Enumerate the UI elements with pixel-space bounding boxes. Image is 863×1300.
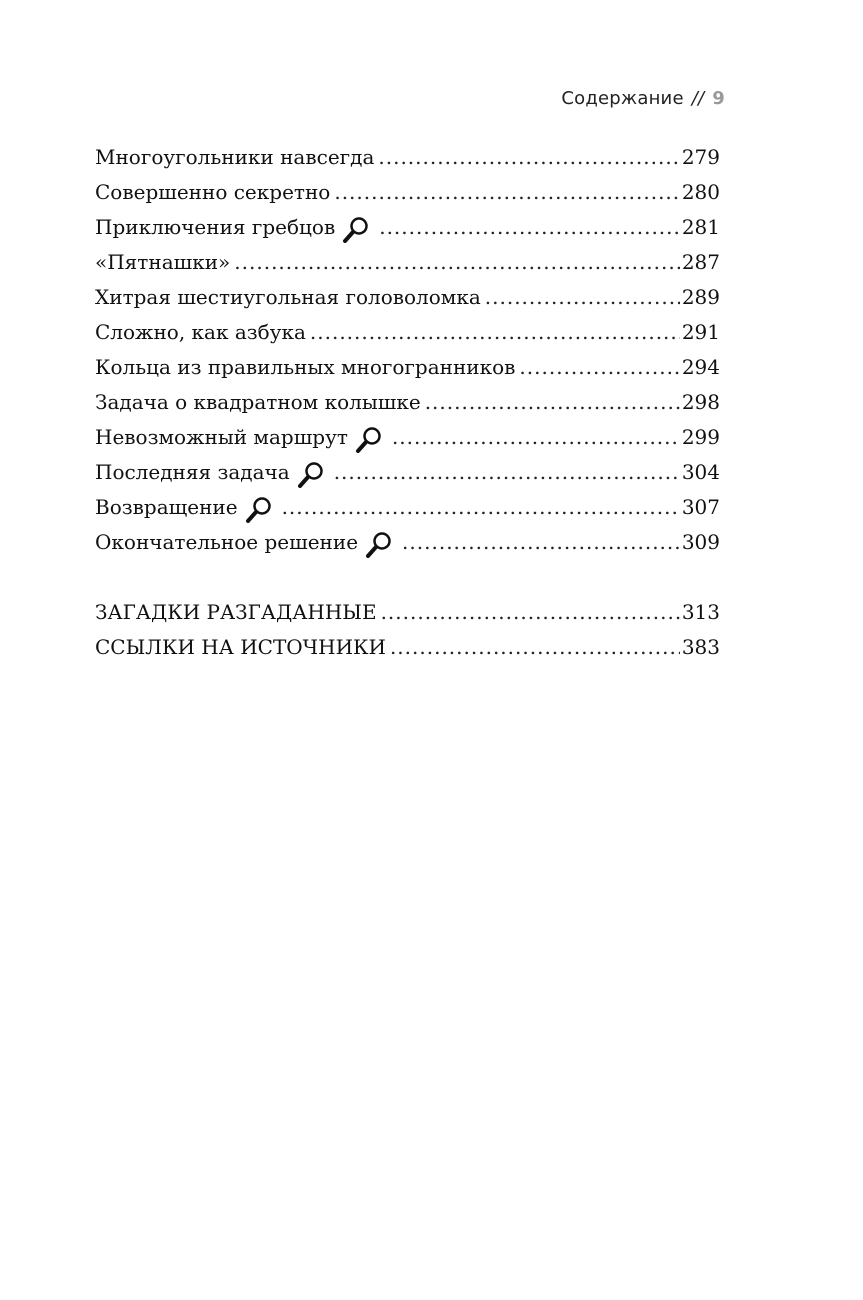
magnifier-icon: [354, 427, 384, 453]
magnifier-icon: [296, 462, 326, 488]
toc-entry-page: 280: [681, 180, 720, 204]
magnifier-icon: [341, 217, 371, 243]
toc-entry[interactable]: [95, 280, 720, 315]
toc-entry[interactable]: [95, 175, 720, 210]
running-head-page-number: 9: [712, 88, 725, 109]
toc-entry-title: «Пятнашки»: [95, 250, 231, 274]
toc-entry-title: Приключения гребцов: [95, 215, 336, 239]
toc-section-page: 383: [681, 635, 720, 659]
toc-leader-dots: [234, 245, 680, 280]
running-head-separator: //: [691, 88, 705, 109]
toc-section[interactable]: [95, 630, 720, 665]
toc-leader-dots: [378, 140, 679, 175]
toc-entry-page: 294: [681, 355, 720, 379]
toc-entry[interactable]: [95, 245, 720, 280]
toc-entry[interactable]: [95, 210, 720, 245]
table-of-contents: [95, 140, 720, 665]
toc-entry-title: Окончательное решение: [95, 530, 359, 554]
toc-entry-page: 291: [681, 320, 720, 344]
toc-entry-title: Невозможный маршрут: [95, 425, 348, 449]
toc-entry[interactable]: [95, 490, 720, 525]
toc-leader-dots: [379, 210, 680, 245]
toc-entry-title: Возвращение: [95, 495, 238, 519]
toc-leader-dots: [334, 455, 680, 490]
toc-entry-page: 304: [681, 460, 720, 484]
toc-leader-dots: [334, 175, 679, 210]
running-head: [561, 88, 725, 109]
toc-entry-page: 281: [681, 215, 720, 239]
toc-entry-title: Многоугольники навсегда: [95, 145, 375, 169]
toc-section-title: ЗАГАДКИ РАЗГАДАННЫЕ: [95, 600, 377, 624]
section-spacer: [95, 560, 720, 595]
toc-entry[interactable]: [95, 315, 720, 350]
toc-entry-page: 307: [681, 495, 720, 519]
toc-leader-dots: [485, 280, 680, 315]
toc-leader-dots: [519, 350, 679, 385]
toc-leader-dots: [390, 630, 680, 665]
toc-leader-dots: [402, 525, 680, 560]
toc-entry-title: Хитрая шестиугольная головоломка: [95, 285, 481, 309]
toc-entry[interactable]: [95, 420, 720, 455]
toc-entry-title: Кольца из правильных многогранников: [95, 355, 516, 379]
toc-leader-dots: [425, 385, 680, 420]
magnifier-icon: [364, 532, 394, 558]
toc-entry-page: 309: [681, 530, 720, 554]
toc-entry[interactable]: [95, 385, 720, 420]
toc-section-title: ССЫЛКИ НА ИСТОЧНИКИ: [95, 635, 386, 659]
toc-leader-dots: [381, 595, 680, 630]
toc-leader-dots: [282, 490, 680, 525]
toc-entry[interactable]: [95, 350, 720, 385]
toc-entry[interactable]: [95, 140, 720, 175]
toc-entry-page: 287: [681, 250, 720, 274]
toc-leader-dots: [392, 420, 680, 455]
toc-entry-page: 299: [681, 425, 720, 449]
toc-section-page: 313: [681, 600, 720, 624]
magnifier-icon: [244, 497, 274, 523]
toc-entry-title: Совершенно секретно: [95, 180, 331, 204]
toc-entry-page: 289: [681, 285, 720, 309]
toc-entry-page: 279: [681, 145, 720, 169]
toc-entry-page: 298: [681, 390, 720, 414]
toc-section[interactable]: [95, 595, 720, 630]
toc-entry[interactable]: [95, 525, 720, 560]
toc-leader-dots: [310, 315, 680, 350]
toc-entry[interactable]: [95, 455, 720, 490]
running-head-section: Содержание: [561, 88, 684, 109]
toc-entry-title: Последняя задача: [95, 460, 290, 484]
toc-entry-title: Сложно, как азбука: [95, 320, 306, 344]
toc-entry-title: Задача о квадратном колышке: [95, 390, 421, 414]
